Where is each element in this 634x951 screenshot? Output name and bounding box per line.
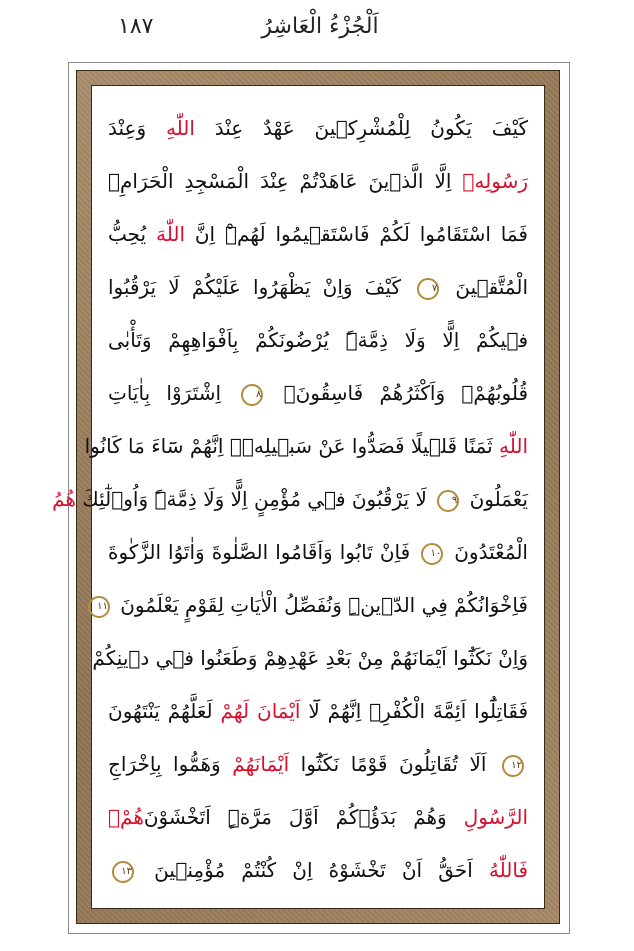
verse-line (108, 108, 528, 148)
verse-line (108, 532, 528, 572)
ayah-number-marker: ١٣ (112, 861, 134, 883)
verse-line (92, 638, 528, 678)
divine-name-highlight: اللّٰهِ (165, 116, 195, 140)
verse-text: لَا يَرْقُبُونَ ف۪ي مُؤْمِنٍ اِلًّا وَلَا ذِمَّةًۜ وَاُو۬لٰٓئِكَ (75, 487, 434, 511)
verse-line (108, 161, 528, 201)
verse-text: كَيْفَ وَاِنْ يَظْهَرُوا عَلَيْكُمْ لَا يَرْقُبُوا (108, 275, 414, 299)
verse-line (108, 373, 528, 413)
divine-name-highlight: اَيْمَانَ لَهُمْ (220, 699, 301, 723)
verse-text: فَمَا اسْتَقَامُوا لَكُمْ فَاسْتَق۪يمُوا لَهُمْۜ اِنَّ (185, 222, 528, 246)
verse-text: يَعْمَلُونَ (463, 487, 528, 511)
verse-line (108, 850, 528, 890)
verse-text: الْمُتَّق۪ينَ (443, 275, 529, 299)
divine-name-highlight: رَسُولِه۪ (462, 169, 528, 193)
verse-line (108, 797, 528, 837)
ayah-number-marker: ١٠ (421, 543, 443, 565)
page-header (60, 10, 580, 58)
verse-text: كَيْفَ يَكُونُ لِلْمُشْرِك۪ينَ عَهْدٌ عِنْدَ (194, 116, 529, 140)
ayah-number-marker: ٨ (241, 384, 263, 406)
verse-line (52, 479, 528, 519)
verse-text: ف۪يكُمْ اِلًّا وَلَا ذِمَّةًۜ يُرْضُونَكُمْ بِاَفْوَاهِهِمْ وَتَأْبٰى (108, 328, 528, 352)
verse-text: وَاِنْ نَكَثُٓوا اَيْمَانَهُمْ مِنْ بَعْدِ عَهْدِهِمْ وَطَعَنُوا ف۪ي د۪ينِكُمْ (92, 646, 528, 670)
ayah-number-marker: ٩ (437, 490, 459, 512)
divine-name-highlight: فَاللّٰهُ (488, 858, 528, 882)
divine-name-highlight: هُمْۚ (108, 805, 144, 829)
verse-text: وَعِنْدَ (108, 116, 166, 140)
verse-line (108, 744, 528, 784)
verse-text: فَاِخْوَانُكُمْ فِي الدّ۪ينِۜ وَنُفَصِّلُ الْاٰيَاتِ لِقَوْمٍ يَعْلَمُونَ (113, 593, 528, 617)
verse-line (84, 426, 528, 466)
divine-name-highlight: اللّٰهَ (156, 222, 185, 246)
verse-text: فَاِنْ تَابُوا وَاَقَامُوا الصَّلٰوةَ وَاٰتَوُا الزَّكٰوةَ (108, 540, 418, 564)
verse-text: الْمُعْتَدُونَ (447, 540, 528, 564)
ayah-number-marker: ١٢ (502, 755, 524, 777)
verse-text: ثَمَنًا قَل۪يلًا فَصَدُّوا عَنْ سَب۪يلِه۪ۜ اِنَّهُمْ سَٓاءَ مَا كَانُوا (84, 434, 499, 458)
verse-text: قُلُوبُهُمْۚ وَاَكْثَرُهُمْ فَاسِقُونَۚ (267, 381, 529, 405)
page-number: ١٨٧ (118, 14, 154, 39)
verse-text: لَعَلَّهُمْ يَنْتَهُونَ (108, 699, 221, 723)
divine-name-highlight: اَيْمَانَهُمْ (232, 752, 290, 776)
verse-line (108, 320, 528, 360)
divine-name-highlight: الرَّسُولِ (463, 805, 528, 829)
verse-text: اِشْتَرَوْا بِاٰيَاتِ (108, 381, 238, 405)
verse-text: اَحَقُّ اَنْ تَخْشَوْهُ اِنْ كُنْتُمْ مُؤْمِن۪ينَ (138, 858, 489, 882)
verse-line (108, 214, 528, 254)
verse-text: اِلَّا الَّذ۪ينَ عَاهَدْتُمْ عِنْدَ الْمَسْجِدِ الْحَرَامِۚ (108, 169, 463, 193)
verse-text: يُحِبُّ (108, 222, 156, 246)
ornamental-frame (52, 70, 560, 924)
verse-line (108, 267, 528, 307)
verse-line (108, 691, 528, 731)
quran-text-panel (52, 85, 545, 909)
ayah-number-marker: ٧ (417, 278, 439, 300)
verse-line (97, 585, 528, 625)
juz-title: اَلْجُزْءُ الْعَاشِرُ (261, 14, 379, 39)
verse-text: فَقَاتِلُٓوا اَئِمَّةَ الْكُفْرِۙ اِنَّهُمْ لَٓا (300, 699, 529, 723)
verse-text: اَلَا تُقَاتِلُونَ قَوْمًا نَكَثُٓوا (289, 752, 499, 776)
verse-text: وَهَمُّوا بِاِخْرَاجِ (108, 752, 233, 776)
verse-text: وَهُمْ بَدَؤُ۫كُمْ اَوَّلَ مَرَّةٍۜ اَتَخْشَوْنَ (143, 805, 464, 829)
divine-name-highlight: اللّٰهِ (499, 434, 528, 458)
divine-name-highlight: هُمُ (52, 487, 76, 511)
ayah-number-marker: ١١ (88, 596, 110, 618)
